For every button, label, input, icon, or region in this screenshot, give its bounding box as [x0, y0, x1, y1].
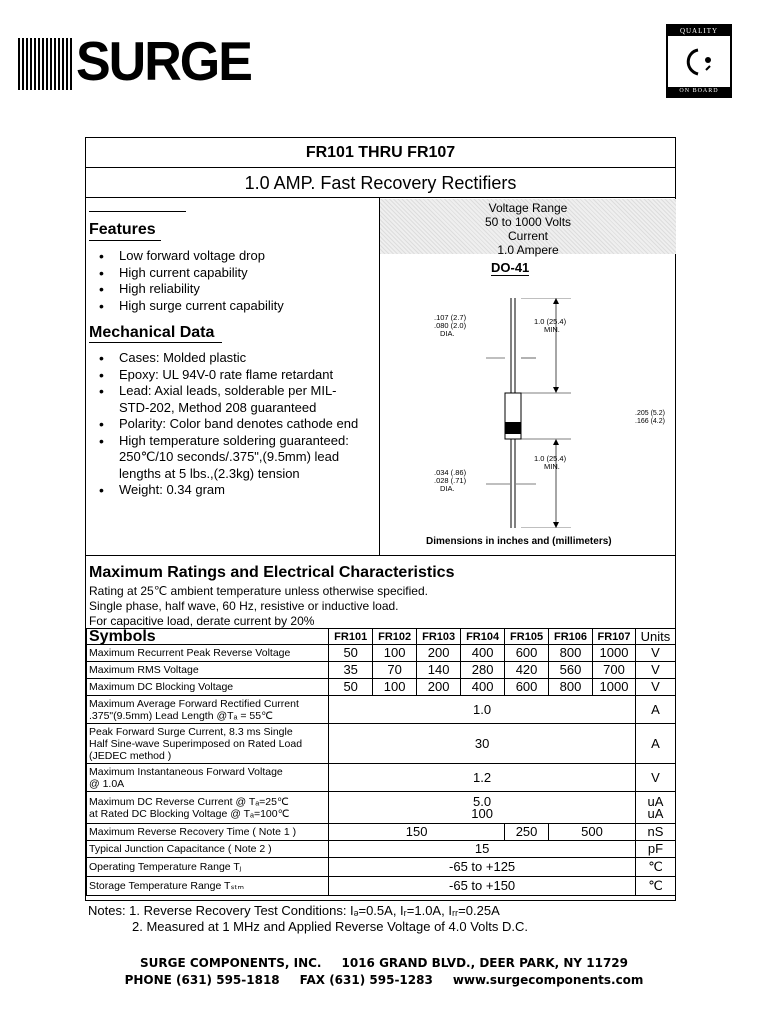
surge-logo [18, 31, 251, 93]
length-bottom: 1.0 (25.4) [534, 454, 567, 463]
list-item: • Weight: 0.34 gram [89, 482, 379, 499]
note-1: Notes: 1. Reverse Recovery Test Conditions: Iₔ=0.5A, Iᵣ=1.0A, Iᵣᵣ=0.25A [88, 903, 500, 918]
list-item: • High reliability [89, 281, 284, 298]
part-header: FR105 [505, 629, 549, 645]
lead-dia-top-label: DIA. [440, 329, 455, 338]
page-title: FR101 THRU FR107 [86, 138, 675, 168]
datasheet-frame [85, 137, 676, 901]
list-item: • Low forward voltage drop [89, 248, 284, 265]
notes [88, 903, 528, 935]
lead-dia-top-min: .080 (2.0) [434, 321, 467, 330]
table-row: Maximum DC Blocking Voltage 50 100 200 400 600 800 1000 V [87, 679, 676, 696]
current-label: Current [507, 229, 548, 243]
list-item: • High temperature soldering guaranteed: 250℃/10 seconds/.375",(9.5mm) lead lengths at 5 lbs.,(2.3kg) tension [89, 433, 379, 483]
table-row: Maximum Instantaneous Forward Voltage @ 1.0A 1.2 V [87, 764, 676, 792]
length-bottom-min: MIN. [544, 462, 560, 471]
company-phone: PHONE (631) 595-1818 [124, 973, 280, 987]
table-row: Peak Forward Surge Current, 8.3 ms Single Half Sine-wave Superimposed on Rated Load (JEDEC method ) 30 A [87, 724, 676, 764]
length-top: 1.0 (25.4) [534, 317, 567, 326]
logo-wordmark: SURGE [76, 31, 251, 93]
length-top-min: MIN. [544, 325, 560, 334]
quality-mark-icon [680, 40, 720, 84]
footer-line-1 [0, 956, 768, 970]
section-divider [86, 555, 675, 556]
table-row: Maximum Recurrent Peak Reverse Voltage 50 100 200 400 600 800 1000 V [87, 645, 676, 662]
company-address: 1016 GRAND BLVD., DEER PARK, NY 11729 [341, 956, 629, 970]
company-fax: FAX (631) 595-1283 [299, 973, 433, 987]
lead-dia-top-max: .107 (2.7) [434, 313, 467, 322]
table-row: Maximum DC Reverse Current @ Tₐ=25℃ at Rated DC Blocking Voltage @ Tₐ=100℃ 5.0 100 uA uA [87, 792, 676, 824]
dimensions-note: Dimensions in inches and (millimeters) [426, 536, 612, 547]
symbols-header: Symbols [87, 629, 329, 645]
features-list [89, 248, 284, 314]
part-header: FR102 [373, 629, 417, 645]
list-item: • High current capability [89, 265, 284, 282]
current-value: 1.0 Ampere [497, 243, 559, 257]
part-header: FR107 [593, 629, 636, 645]
part-header: FR101 [329, 629, 373, 645]
lead-dia-bottom-min: .028 (.71) [434, 476, 467, 485]
onboard-label: ON BOARD [668, 87, 730, 96]
features-rule [89, 211, 186, 212]
body-length-min: .166 (4.2) [635, 418, 665, 425]
list-item: • Cases: Molded plastic [89, 350, 379, 367]
table-row: Maximum RMS Voltage 35 70 140 280 420 560 700 V [87, 662, 676, 679]
voltage-range-box [380, 199, 676, 257]
part-header: FR103 [417, 629, 461, 645]
body-length-max: .205 (5.2) [635, 410, 665, 417]
table-row: Maximum Average Forward Rectified Current .375"(9.5mm) Lead Length @Tₐ = 55℃ 1.0 A [87, 696, 676, 724]
page-subtitle: 1.0 AMP. Fast Recovery Rectifiers [86, 168, 675, 198]
part-header: FR104 [461, 629, 505, 645]
table-row: Typical Junction Capacitance ( Note 2 ) 15 pF [87, 841, 676, 858]
ratings-table [86, 628, 676, 896]
cathode-band [505, 422, 521, 434]
voltage-range-label: Voltage Range [488, 201, 568, 215]
mechanical-heading: Mechanical Data [89, 324, 222, 343]
list-item: • High surge current capability [89, 298, 284, 315]
footer-line-2 [0, 973, 768, 987]
ratings-heading: Maximum Ratings and Electrical Characteristics [89, 564, 455, 581]
table-row: Operating Temperature Range Tⱼ -65 to +125 ℃ [87, 858, 676, 877]
list-item: • Epoxy: UL 94V-0 rate flame retardant [89, 367, 379, 384]
note-2: 2. Measured at 1 MHz and Applied Reverse Voltage of 4.0 Volts D.C. [132, 919, 528, 934]
lead-dia-bottom-max: .034 (.86) [434, 468, 467, 477]
list-item: • Lead: Axial leads, solderable per MIL- STD-202, Method 208 guaranteed [89, 383, 379, 416]
company-website: www.surgecomponents.com [452, 973, 644, 987]
quality-label: QUALITY [668, 26, 730, 36]
do41-package-diagram [426, 298, 676, 528]
features-heading: Features [89, 221, 161, 241]
table-row: Maximum Reverse Recovery Time ( Note 1 ) 150 250 500 nS [87, 824, 676, 841]
ratings-conditions: Rating at 25℃ ambient temperature unless otherwise specified. Single phase, half wave, 60 Hz, resistive or inductive load. For capacitive load, derate current by 20% [89, 584, 428, 628]
part-header: FR106 [549, 629, 593, 645]
quality-badge [666, 24, 732, 98]
voltage-range-value: 50 to 1000 Volts [484, 215, 572, 229]
table-header-row [87, 629, 676, 645]
list-item: • Polarity: Color band denotes cathode end [89, 416, 379, 433]
package-label: DO-41 [491, 260, 530, 275]
table-row: Storage Temperature Range Tₛₜₘ -65 to +150 ℃ [87, 877, 676, 896]
mechanical-list [89, 350, 379, 499]
logo-bars [18, 38, 72, 90]
units-header: Units [635, 629, 675, 645]
company-name: SURGE COMPONENTS, INC. [139, 956, 322, 970]
lead-dia-bottom-label: DIA. [440, 484, 455, 493]
